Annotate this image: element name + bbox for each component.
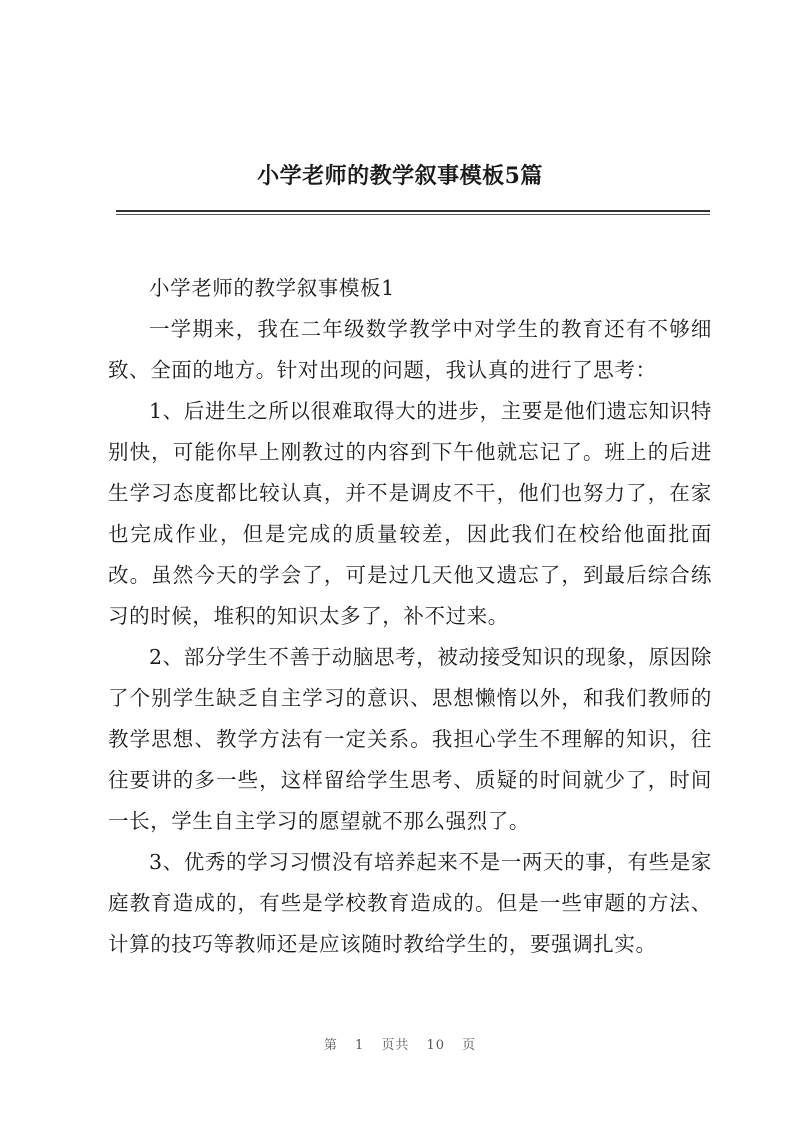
paragraph-point-2: 2、部分学生不善于动脑思考，被动接受知识的现象，原因除了个别学生缺乏自主学习的意识、思想懒惰以外，和我们教师的教学思想、教学方法有一定关系。我担心学生不理解的知识，往往要讲的多一些，这样留给学生思考、质疑的时间就少了，时间一长，学生自主学习的愿望就不那么强烈了。: [108, 645, 712, 833]
section-heading: 小学老师的教学叙事模板1: [149, 276, 395, 300]
paragraph-intro: 一学期来，我在二年级数学教学中对学生的教育还有不够细致、全面的地方。针对出现的问题，我认真的进行了思考：: [108, 317, 712, 382]
paragraph-point-1: 1、后进生之所以很难取得大的进步，主要是他们遗忘知识特别快，可能你早上刚教过的内容到下午他就忘记了。班上的后进生学习态度都比较认真，并不是调皮不干，他们也努力了，在家也完成作业，但是完成的质量较差，因此我们在校给他面批面改。虽然今天的学会了，可是过几天他又遗忘了，到最后综合练习的时候，堆积的知识太多了，补不过来。: [108, 399, 712, 628]
paragraph-point-3: 3、优秀的学习习惯没有培养起来不是一两天的事，有些是家庭教育造成的，有些是学校教育造成的。但是一些审题的方法、计算的技巧等教师还是应该随时教给学生的，要强调扎实。: [108, 850, 712, 956]
document-body: [108, 268, 712, 965]
title-underline: [116, 210, 710, 212]
document-title: 小学老师的教学叙事模板5篇: [257, 163, 543, 189]
title-underline-thin: [116, 214, 710, 215]
page-number-footer: 第 1 页共 10 页: [323, 1038, 477, 1053]
